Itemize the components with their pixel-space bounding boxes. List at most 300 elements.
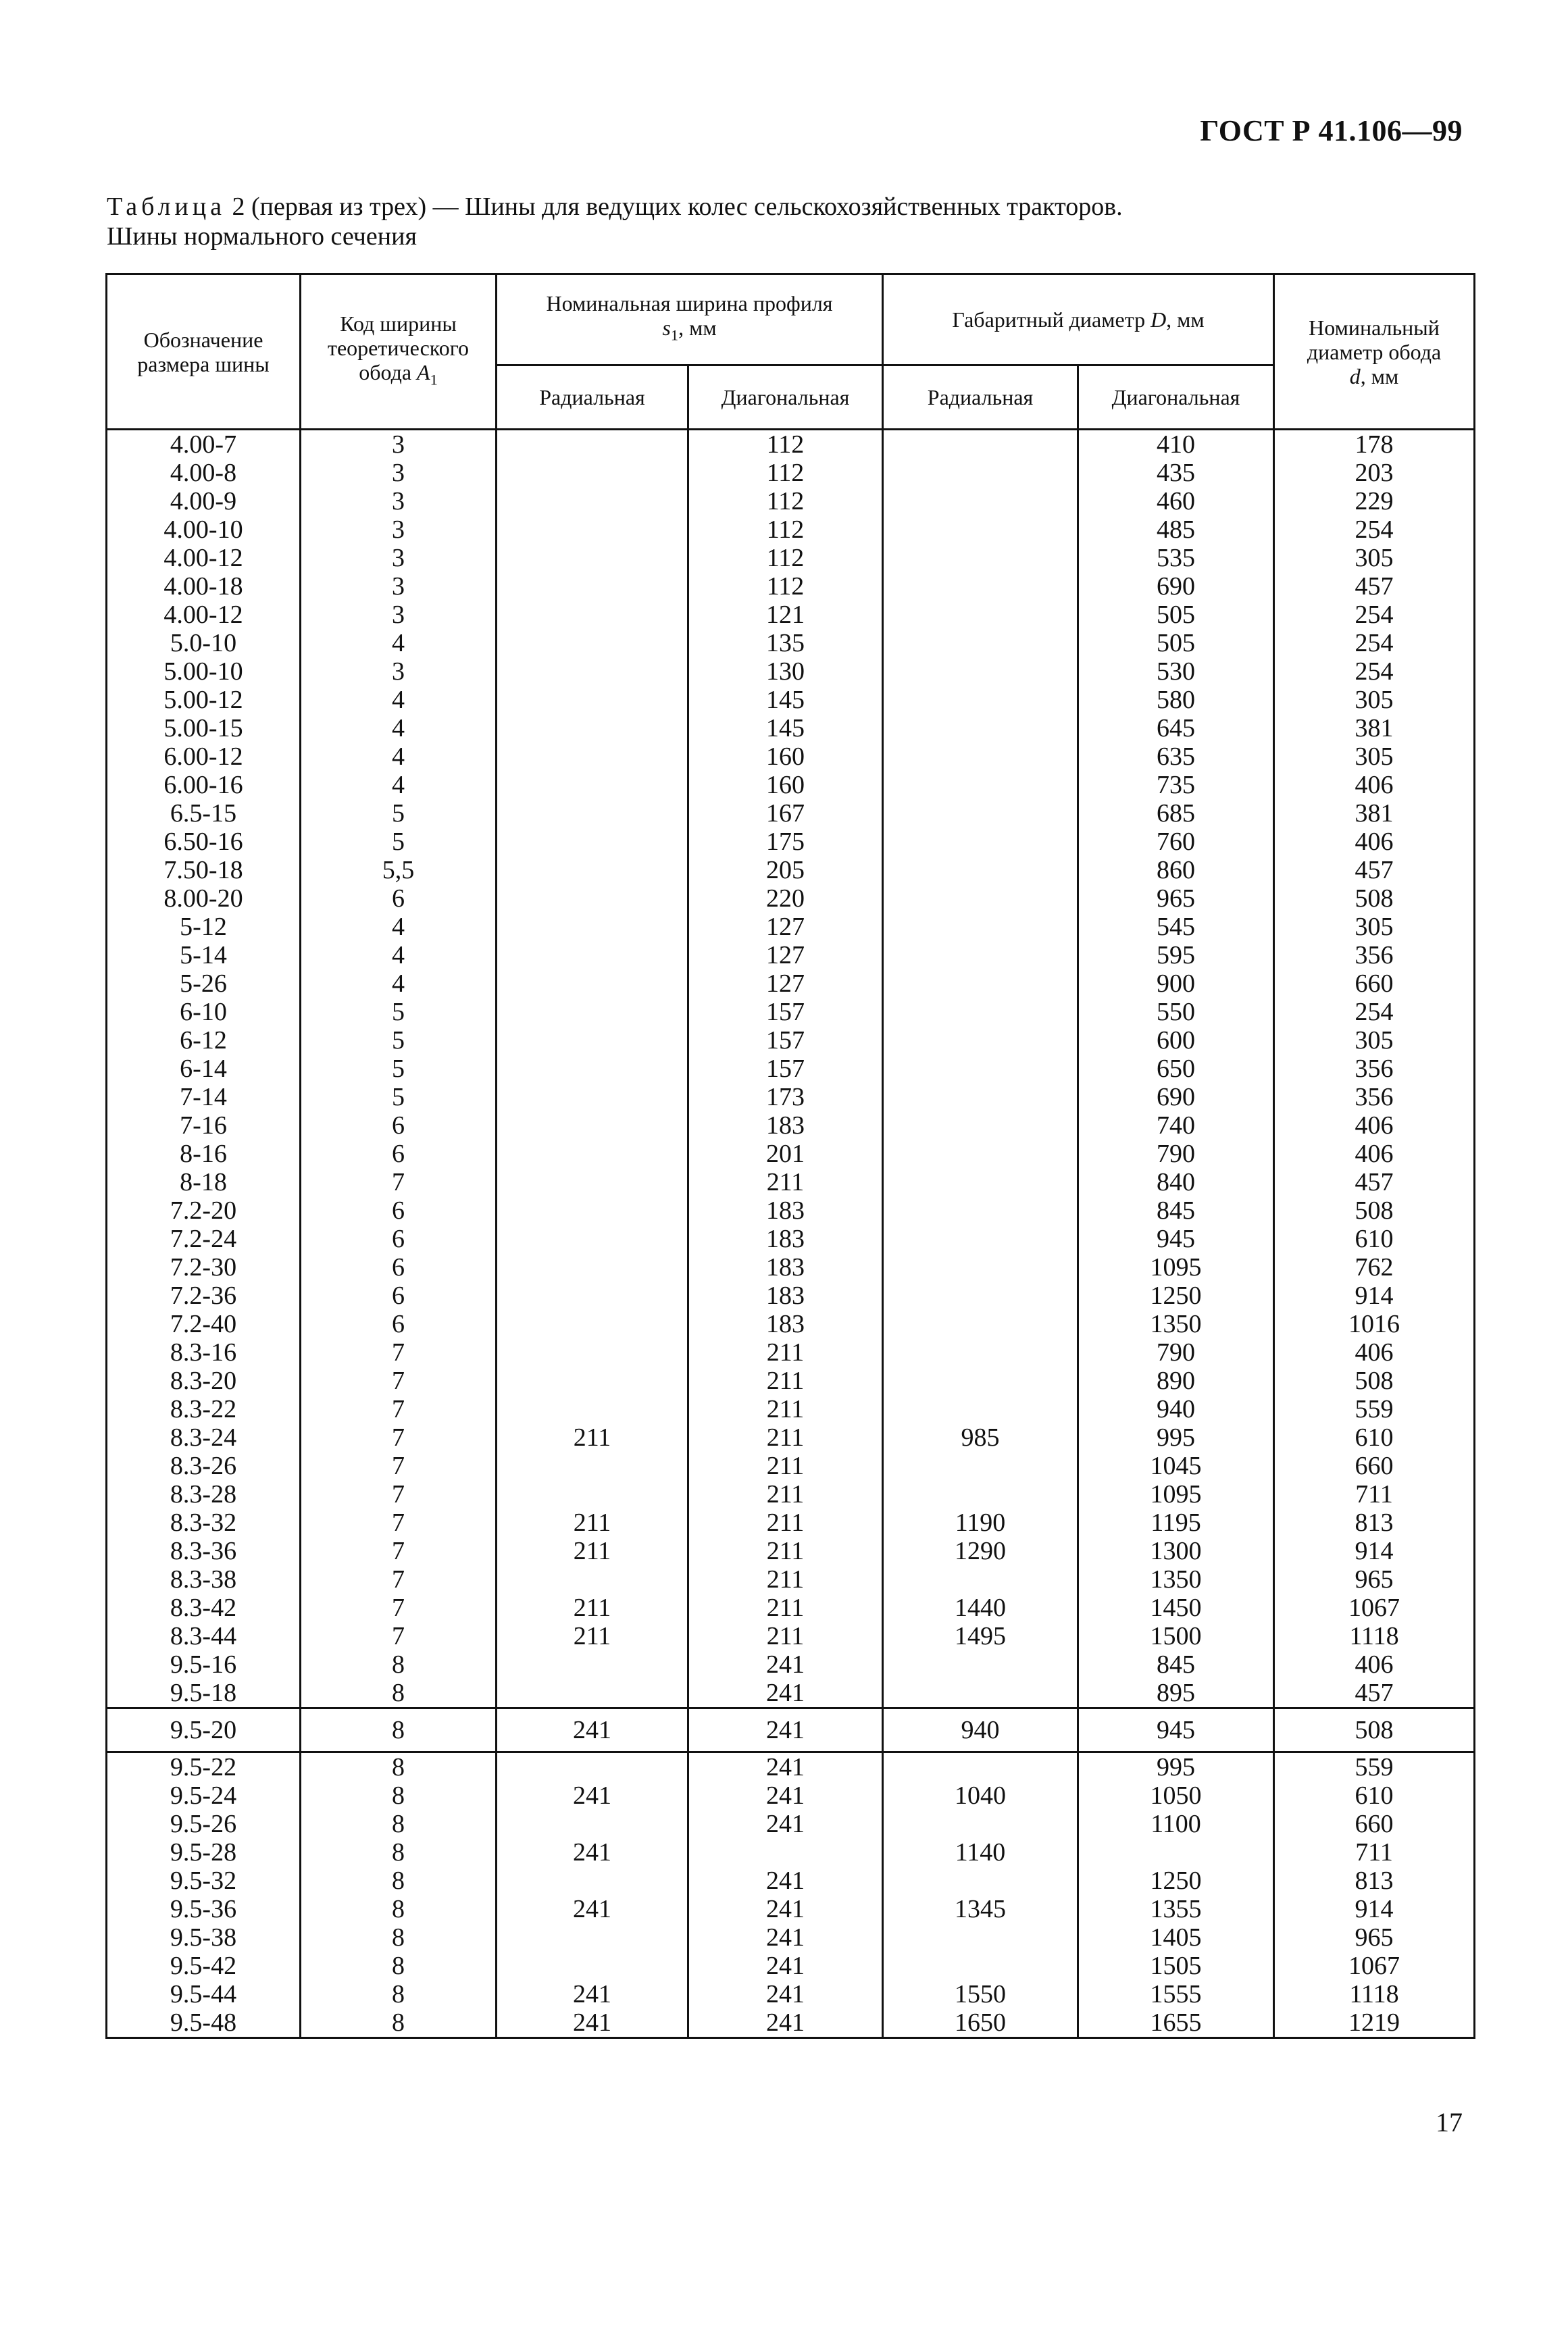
rim-diameter-cell: 254 bbox=[1274, 515, 1475, 544]
width-radial-cell bbox=[497, 941, 688, 969]
width-diagonal-cell: 112 bbox=[688, 544, 883, 572]
table-section-1 bbox=[107, 430, 1475, 1708]
table-row bbox=[107, 1565, 1475, 1594]
width-diagonal-cell: 211 bbox=[688, 1480, 883, 1509]
rim-diameter-cell: 406 bbox=[1274, 1111, 1475, 1140]
designation-cell: 9.5-42 bbox=[107, 1952, 301, 1980]
diameter-radial-cell bbox=[883, 998, 1078, 1026]
width-radial-cell: 211 bbox=[497, 1594, 688, 1622]
diameter-radial-cell bbox=[883, 601, 1078, 629]
rim-diameter-cell: 356 bbox=[1274, 941, 1475, 969]
diameter-diagonal-cell: 760 bbox=[1078, 828, 1274, 856]
rim-diameter-cell: 610 bbox=[1274, 1225, 1475, 1253]
rim-code-cell: 5 bbox=[301, 828, 497, 856]
table-row bbox=[107, 1679, 1475, 1708]
designation-cell: 7.2-36 bbox=[107, 1282, 301, 1310]
width-radial-cell bbox=[497, 572, 688, 601]
rim-diameter-cell: 457 bbox=[1274, 1168, 1475, 1196]
diameter-radial-cell bbox=[883, 1452, 1078, 1480]
designation-cell: 7-14 bbox=[107, 1083, 301, 1111]
diameter-radial-cell: 1495 bbox=[883, 1622, 1078, 1650]
diameter-radial-cell bbox=[883, 544, 1078, 572]
designation-cell: 7.2-40 bbox=[107, 1310, 301, 1338]
width-diagonal-cell: 241 bbox=[688, 2008, 883, 2038]
col-rim-code-header bbox=[301, 274, 497, 430]
diameter-radial-cell: 1140 bbox=[883, 1838, 1078, 1867]
diameter-diagonal-cell: 1350 bbox=[1078, 1310, 1274, 1338]
designation-cell: 6-10 bbox=[107, 998, 301, 1026]
table-caption bbox=[107, 192, 1458, 251]
width-radial-cell: 241 bbox=[497, 1895, 688, 1923]
rim-diameter-cell: 1118 bbox=[1274, 1980, 1475, 2008]
width-radial-cell bbox=[497, 1225, 688, 1253]
rim-code-cell: 4 bbox=[301, 941, 497, 969]
rim-diameter-cell: 914 bbox=[1274, 1282, 1475, 1310]
diameter-radial-cell: 1550 bbox=[883, 1980, 1078, 2008]
width-radial-cell bbox=[497, 1752, 688, 1782]
width-radial-cell bbox=[497, 884, 688, 913]
table-row bbox=[107, 1310, 1475, 1338]
diameter-radial-cell bbox=[883, 657, 1078, 686]
table-row bbox=[107, 1026, 1475, 1055]
width-diagonal-cell: 157 bbox=[688, 1055, 883, 1083]
table-row bbox=[107, 657, 1475, 686]
width-radial-cell bbox=[497, 1367, 688, 1395]
diameter-radial-cell: 985 bbox=[883, 1423, 1078, 1452]
width-radial-cell bbox=[497, 913, 688, 941]
diameter-radial-cell bbox=[883, 856, 1078, 884]
rim-diameter-cell: 381 bbox=[1274, 799, 1475, 828]
diameter-diagonal-cell: 535 bbox=[1078, 544, 1274, 572]
col-rim-diameter-header bbox=[1274, 274, 1475, 430]
rim-code-cell: 8 bbox=[301, 1781, 497, 1810]
table-row bbox=[107, 1338, 1475, 1367]
table-row bbox=[107, 771, 1475, 799]
rim-code-cell: 3 bbox=[301, 601, 497, 629]
width-radial-cell bbox=[497, 1196, 688, 1225]
width-radial-cell bbox=[497, 969, 688, 998]
designation-cell: 9.5-24 bbox=[107, 1781, 301, 1810]
width-radial-cell bbox=[497, 1395, 688, 1423]
diameter-radial-cell bbox=[883, 572, 1078, 601]
rim-code-cell: 7 bbox=[301, 1168, 497, 1196]
diameter-radial-cell bbox=[883, 1083, 1078, 1111]
table-row bbox=[107, 884, 1475, 913]
width-radial-cell bbox=[497, 1867, 688, 1895]
diameter-diagonal-cell: 1195 bbox=[1078, 1509, 1274, 1537]
rim-diameter-cell: 813 bbox=[1274, 1867, 1475, 1895]
rim-code-cell: 8 bbox=[301, 1708, 497, 1752]
col-width-text: Номинальная ширина профиля bbox=[546, 291, 833, 316]
rim-diameter-cell: 559 bbox=[1274, 1395, 1475, 1423]
rim-diameter-cell: 813 bbox=[1274, 1509, 1475, 1537]
col-rim-code-symbol: A bbox=[417, 359, 430, 384]
rim-diameter-cell: 229 bbox=[1274, 487, 1475, 515]
diameter-radial-cell bbox=[883, 1196, 1078, 1225]
designation-cell: 8.3-28 bbox=[107, 1480, 301, 1509]
rim-code-cell: 8 bbox=[301, 1679, 497, 1708]
diameter-diagonal-cell: 965 bbox=[1078, 884, 1274, 913]
rim-code-cell: 5,5 bbox=[301, 856, 497, 884]
diameter-diagonal-cell: 1500 bbox=[1078, 1622, 1274, 1650]
rim-diameter-cell: 711 bbox=[1274, 1838, 1475, 1867]
width-diagonal-cell: 183 bbox=[688, 1196, 883, 1225]
rim-diameter-cell: 660 bbox=[1274, 1452, 1475, 1480]
width-diagonal-cell: 220 bbox=[688, 884, 883, 913]
width-radial-cell bbox=[497, 1083, 688, 1111]
rim-code-cell: 4 bbox=[301, 686, 497, 714]
table-row bbox=[107, 828, 1475, 856]
width-radial-cell bbox=[497, 771, 688, 799]
rim-code-cell: 7 bbox=[301, 1509, 497, 1537]
width-diagonal-cell: 112 bbox=[688, 515, 883, 544]
rim-code-cell: 7 bbox=[301, 1423, 497, 1452]
table-row bbox=[107, 1952, 1475, 1980]
rim-code-cell: 8 bbox=[301, 1867, 497, 1895]
designation-cell: 8.3-38 bbox=[107, 1565, 301, 1594]
width-diagonal-cell: 211 bbox=[688, 1509, 883, 1537]
rim-code-cell: 7 bbox=[301, 1367, 497, 1395]
diameter-radial-cell bbox=[883, 742, 1078, 771]
table-row bbox=[107, 1781, 1475, 1810]
table-row bbox=[107, 941, 1475, 969]
rim-diameter-cell: 914 bbox=[1274, 1895, 1475, 1923]
diameter-radial-cell bbox=[883, 1867, 1078, 1895]
rim-code-cell: 5 bbox=[301, 1083, 497, 1111]
diameter-diagonal-cell: 645 bbox=[1078, 714, 1274, 742]
table-row bbox=[107, 1509, 1475, 1537]
rim-code-cell: 7 bbox=[301, 1338, 497, 1367]
rim-diameter-cell: 406 bbox=[1274, 828, 1475, 856]
designation-cell: 4.00-7 bbox=[107, 430, 301, 459]
rim-diameter-cell: 1219 bbox=[1274, 2008, 1475, 2038]
col-rim-diameter-text: Номинальный диаметр обода bbox=[1307, 315, 1442, 364]
width-radial-cell: 241 bbox=[497, 1708, 688, 1752]
diameter-diagonal-cell: 580 bbox=[1078, 686, 1274, 714]
rim-code-cell: 3 bbox=[301, 459, 497, 487]
rim-code-cell: 5 bbox=[301, 998, 497, 1026]
diameter-diagonal-cell: 505 bbox=[1078, 629, 1274, 657]
rim-code-cell: 8 bbox=[301, 1952, 497, 1980]
width-diagonal-cell: 127 bbox=[688, 941, 883, 969]
designation-cell: 4.00-18 bbox=[107, 572, 301, 601]
diameter-diagonal-cell: 1355 bbox=[1078, 1895, 1274, 1923]
diameter-diagonal-cell: 895 bbox=[1078, 1679, 1274, 1708]
width-diagonal-cell: 183 bbox=[688, 1111, 883, 1140]
table-section-2 bbox=[107, 1708, 1475, 1752]
rim-diameter-cell: 254 bbox=[1274, 629, 1475, 657]
diameter-diagonal-cell: 890 bbox=[1078, 1367, 1274, 1395]
designation-cell: 7.2-24 bbox=[107, 1225, 301, 1253]
diameter-diagonal-cell: 485 bbox=[1078, 515, 1274, 544]
rim-code-cell: 4 bbox=[301, 771, 497, 799]
diameter-diagonal-cell: 635 bbox=[1078, 742, 1274, 771]
table-row bbox=[107, 544, 1475, 572]
caption-text: 2 (первая из трех) — Шины для ведущих колес сельскохозяйственных тракторов. bbox=[226, 193, 1123, 221]
rim-code-cell: 4 bbox=[301, 969, 497, 998]
rim-diameter-cell: 965 bbox=[1274, 1923, 1475, 1952]
rim-diameter-cell: 305 bbox=[1274, 1026, 1475, 1055]
width-radial-cell bbox=[497, 1140, 688, 1168]
rim-code-cell: 7 bbox=[301, 1480, 497, 1509]
diameter-radial-cell bbox=[883, 884, 1078, 913]
designation-cell: 5-26 bbox=[107, 969, 301, 998]
designation-cell: 9.5-22 bbox=[107, 1752, 301, 1782]
diameter-diagonal-cell: 690 bbox=[1078, 572, 1274, 601]
col-width-header bbox=[497, 274, 883, 365]
rim-code-cell: 5 bbox=[301, 1055, 497, 1083]
designation-cell: 8.3-42 bbox=[107, 1594, 301, 1622]
width-diagonal-cell: 112 bbox=[688, 572, 883, 601]
width-diagonal-cell: 211 bbox=[688, 1537, 883, 1565]
width-radial-cell bbox=[497, 459, 688, 487]
width-diagonal-cell: 145 bbox=[688, 686, 883, 714]
table-row bbox=[107, 913, 1475, 941]
diameter-diagonal-cell: 1250 bbox=[1078, 1867, 1274, 1895]
diameter-radial-cell bbox=[883, 1225, 1078, 1253]
width-diagonal-cell: 183 bbox=[688, 1253, 883, 1282]
designation-cell: 8.3-26 bbox=[107, 1452, 301, 1480]
rim-diameter-cell: 1067 bbox=[1274, 1952, 1475, 1980]
designation-cell: 9.5-18 bbox=[107, 1679, 301, 1708]
width-diagonal-cell: 145 bbox=[688, 714, 883, 742]
rim-code-cell: 4 bbox=[301, 913, 497, 941]
rim-code-cell: 7 bbox=[301, 1537, 497, 1565]
width-radial-cell: 241 bbox=[497, 2008, 688, 2038]
diameter-radial-cell bbox=[883, 430, 1078, 459]
designation-cell: 7.2-20 bbox=[107, 1196, 301, 1225]
table-row bbox=[107, 1367, 1475, 1395]
diameter-diagonal-cell: 650 bbox=[1078, 1055, 1274, 1083]
rim-diameter-cell: 457 bbox=[1274, 856, 1475, 884]
tire-table bbox=[105, 273, 1475, 2039]
diameter-diagonal-cell: 790 bbox=[1078, 1140, 1274, 1168]
rim-diameter-cell: 305 bbox=[1274, 686, 1475, 714]
diameter-diagonal-cell: 1095 bbox=[1078, 1253, 1274, 1282]
width-diagonal-cell: 112 bbox=[688, 487, 883, 515]
width-radial-cell bbox=[497, 657, 688, 686]
table-row bbox=[107, 459, 1475, 487]
width-radial-cell bbox=[497, 828, 688, 856]
rim-diameter-cell: 1016 bbox=[1274, 1310, 1475, 1338]
rim-diameter-cell: 254 bbox=[1274, 601, 1475, 629]
diameter-diagonal-cell: 995 bbox=[1078, 1752, 1274, 1782]
rim-diameter-cell: 559 bbox=[1274, 1752, 1475, 1782]
width-diagonal-cell: 241 bbox=[688, 1952, 883, 1980]
rim-code-cell: 8 bbox=[301, 1650, 497, 1679]
width-radial-cell bbox=[497, 1679, 688, 1708]
width-diagonal-cell: 112 bbox=[688, 430, 883, 459]
designation-cell: 9.5-28 bbox=[107, 1838, 301, 1867]
rim-diameter-cell: 1118 bbox=[1274, 1622, 1475, 1650]
designation-cell: 8-18 bbox=[107, 1168, 301, 1196]
diameter-radial-cell bbox=[883, 1952, 1078, 1980]
diameter-diagonal-cell: 1405 bbox=[1078, 1923, 1274, 1952]
width-radial-cell bbox=[497, 1055, 688, 1083]
width-diagonal-cell: 127 bbox=[688, 969, 883, 998]
rim-diameter-cell: 178 bbox=[1274, 430, 1475, 459]
diameter-radial-cell bbox=[883, 828, 1078, 856]
diameter-diagonal-cell: 505 bbox=[1078, 601, 1274, 629]
diameter-radial-cell: 1345 bbox=[883, 1895, 1078, 1923]
diameter-radial-cell bbox=[883, 714, 1078, 742]
diameter-radial-cell bbox=[883, 1055, 1078, 1083]
diameter-diagonal-cell: 435 bbox=[1078, 459, 1274, 487]
rim-code-cell: 7 bbox=[301, 1594, 497, 1622]
width-diagonal-cell: 241 bbox=[688, 1679, 883, 1708]
designation-cell: 7-16 bbox=[107, 1111, 301, 1140]
rim-diameter-cell: 406 bbox=[1274, 1650, 1475, 1679]
diameter-diagonal-cell: 530 bbox=[1078, 657, 1274, 686]
diameter-diagonal-cell: 545 bbox=[1078, 913, 1274, 941]
width-radial-cell: 241 bbox=[497, 1781, 688, 1810]
width-diagonal-cell: 241 bbox=[688, 1923, 883, 1952]
designation-cell: 8.3-44 bbox=[107, 1622, 301, 1650]
designation-cell: 8.3-22 bbox=[107, 1395, 301, 1423]
rim-diameter-cell: 508 bbox=[1274, 1367, 1475, 1395]
table-row bbox=[107, 2008, 1475, 2038]
col-width-symbol: s bbox=[662, 315, 671, 340]
rim-code-cell: 6 bbox=[301, 1253, 497, 1282]
diameter-radial-cell bbox=[883, 1565, 1078, 1594]
width-radial-cell: 241 bbox=[497, 1980, 688, 2008]
diameter-diagonal-cell: 740 bbox=[1078, 1111, 1274, 1140]
table-row bbox=[107, 1537, 1475, 1565]
diameter-radial-cell bbox=[883, 1253, 1078, 1282]
diameter-diagonal-cell: 845 bbox=[1078, 1196, 1274, 1225]
rim-code-cell: 6 bbox=[301, 1196, 497, 1225]
diameter-diagonal-cell: 940 bbox=[1078, 1395, 1274, 1423]
diameter-radial-cell bbox=[883, 1679, 1078, 1708]
col-width-radial: Радиальная bbox=[497, 365, 688, 430]
rim-code-cell: 3 bbox=[301, 657, 497, 686]
designation-cell: 6.50-16 bbox=[107, 828, 301, 856]
rim-code-cell: 8 bbox=[301, 1752, 497, 1782]
table-row bbox=[107, 1452, 1475, 1480]
diameter-radial-cell bbox=[883, 1650, 1078, 1679]
rim-diameter-cell: 356 bbox=[1274, 1083, 1475, 1111]
diameter-radial-cell bbox=[883, 1480, 1078, 1509]
diameter-diagonal-cell: 550 bbox=[1078, 998, 1274, 1026]
diameter-diagonal-cell: 1655 bbox=[1078, 2008, 1274, 2038]
rim-diameter-cell: 305 bbox=[1274, 544, 1475, 572]
width-radial-cell bbox=[497, 1282, 688, 1310]
width-radial-cell bbox=[497, 856, 688, 884]
width-diagonal-cell: 211 bbox=[688, 1594, 883, 1622]
col-diameter-text: Габаритный диаметр bbox=[952, 307, 1146, 332]
width-diagonal-cell: 127 bbox=[688, 913, 883, 941]
diameter-radial-cell: 1190 bbox=[883, 1509, 1078, 1537]
diameter-radial-cell bbox=[883, 459, 1078, 487]
diameter-diagonal-cell: 995 bbox=[1078, 1423, 1274, 1452]
diameter-diagonal-cell: 1555 bbox=[1078, 1980, 1274, 2008]
rim-code-cell: 7 bbox=[301, 1452, 497, 1480]
designation-cell: 8.3-24 bbox=[107, 1423, 301, 1452]
rim-code-cell: 3 bbox=[301, 515, 497, 544]
diameter-radial-cell bbox=[883, 1810, 1078, 1838]
width-radial-cell bbox=[497, 430, 688, 459]
table-row bbox=[107, 1055, 1475, 1083]
rim-diameter-cell: 406 bbox=[1274, 1140, 1475, 1168]
rim-diameter-cell: 508 bbox=[1274, 1196, 1475, 1225]
page-number: 17 bbox=[1436, 2107, 1463, 2137]
table-row bbox=[107, 969, 1475, 998]
table-row bbox=[107, 714, 1475, 742]
rim-code-cell: 4 bbox=[301, 714, 497, 742]
diameter-radial-cell bbox=[883, 799, 1078, 828]
diameter-diagonal-cell: 1250 bbox=[1078, 1282, 1274, 1310]
diameter-diagonal-cell: 845 bbox=[1078, 1650, 1274, 1679]
rim-diameter-cell: 660 bbox=[1274, 1810, 1475, 1838]
col-designation-header: Обозначение размера шины bbox=[107, 274, 301, 430]
width-radial-cell bbox=[497, 1111, 688, 1140]
width-radial-cell bbox=[497, 1253, 688, 1282]
width-radial-cell bbox=[497, 544, 688, 572]
diameter-diagonal-cell: 860 bbox=[1078, 856, 1274, 884]
rim-code-cell: 5 bbox=[301, 799, 497, 828]
width-diagonal-cell: 211 bbox=[688, 1168, 883, 1196]
diameter-radial-cell bbox=[883, 1752, 1078, 1782]
rim-diameter-cell: 914 bbox=[1274, 1537, 1475, 1565]
diameter-diagonal-cell: 1045 bbox=[1078, 1452, 1274, 1480]
diameter-radial-cell bbox=[883, 487, 1078, 515]
width-diagonal-cell: 241 bbox=[688, 1708, 883, 1752]
width-radial-cell bbox=[497, 1565, 688, 1594]
diameter-radial-cell bbox=[883, 629, 1078, 657]
table-row bbox=[107, 430, 1475, 459]
rim-code-cell: 3 bbox=[301, 487, 497, 515]
diameter-radial-cell bbox=[883, 1026, 1078, 1055]
width-radial-cell bbox=[497, 1952, 688, 1980]
rim-diameter-cell: 356 bbox=[1274, 1055, 1475, 1083]
col-diameter-header bbox=[883, 274, 1274, 365]
table-row bbox=[107, 515, 1475, 544]
width-diagonal-cell: 211 bbox=[688, 1367, 883, 1395]
width-diagonal-cell: 160 bbox=[688, 771, 883, 799]
width-radial-cell: 211 bbox=[497, 1537, 688, 1565]
table-row bbox=[107, 1480, 1475, 1509]
rim-code-cell: 6 bbox=[301, 884, 497, 913]
designation-cell: 8.00-20 bbox=[107, 884, 301, 913]
width-radial-cell bbox=[497, 686, 688, 714]
designation-cell: 9.5-32 bbox=[107, 1867, 301, 1895]
width-radial-cell bbox=[497, 515, 688, 544]
col-diameter-symbol: D bbox=[1150, 307, 1167, 332]
table-row bbox=[107, 1395, 1475, 1423]
table-row bbox=[107, 742, 1475, 771]
designation-cell: 7.50-18 bbox=[107, 856, 301, 884]
col-diameter-unit: , мм bbox=[1166, 307, 1205, 332]
table-row bbox=[107, 1111, 1475, 1140]
table-row bbox=[107, 601, 1475, 629]
col-width-sub: 1 bbox=[670, 326, 679, 344]
diameter-diagonal-cell: 1505 bbox=[1078, 1952, 1274, 1980]
width-diagonal-cell: 241 bbox=[688, 1810, 883, 1838]
diameter-radial-cell: 940 bbox=[883, 1708, 1078, 1752]
table-section-3 bbox=[107, 1752, 1475, 2038]
table-row bbox=[107, 1140, 1475, 1168]
caption-line-1 bbox=[107, 192, 1458, 222]
width-radial-cell bbox=[497, 714, 688, 742]
width-diagonal-cell: 241 bbox=[688, 1650, 883, 1679]
width-diagonal-cell: 167 bbox=[688, 799, 883, 828]
designation-cell: 6-14 bbox=[107, 1055, 301, 1083]
table-row bbox=[107, 1594, 1475, 1622]
width-radial-cell: 211 bbox=[497, 1423, 688, 1452]
rim-diameter-cell: 762 bbox=[1274, 1253, 1475, 1282]
width-radial-cell: 211 bbox=[497, 1622, 688, 1650]
diameter-radial-cell bbox=[883, 1338, 1078, 1367]
